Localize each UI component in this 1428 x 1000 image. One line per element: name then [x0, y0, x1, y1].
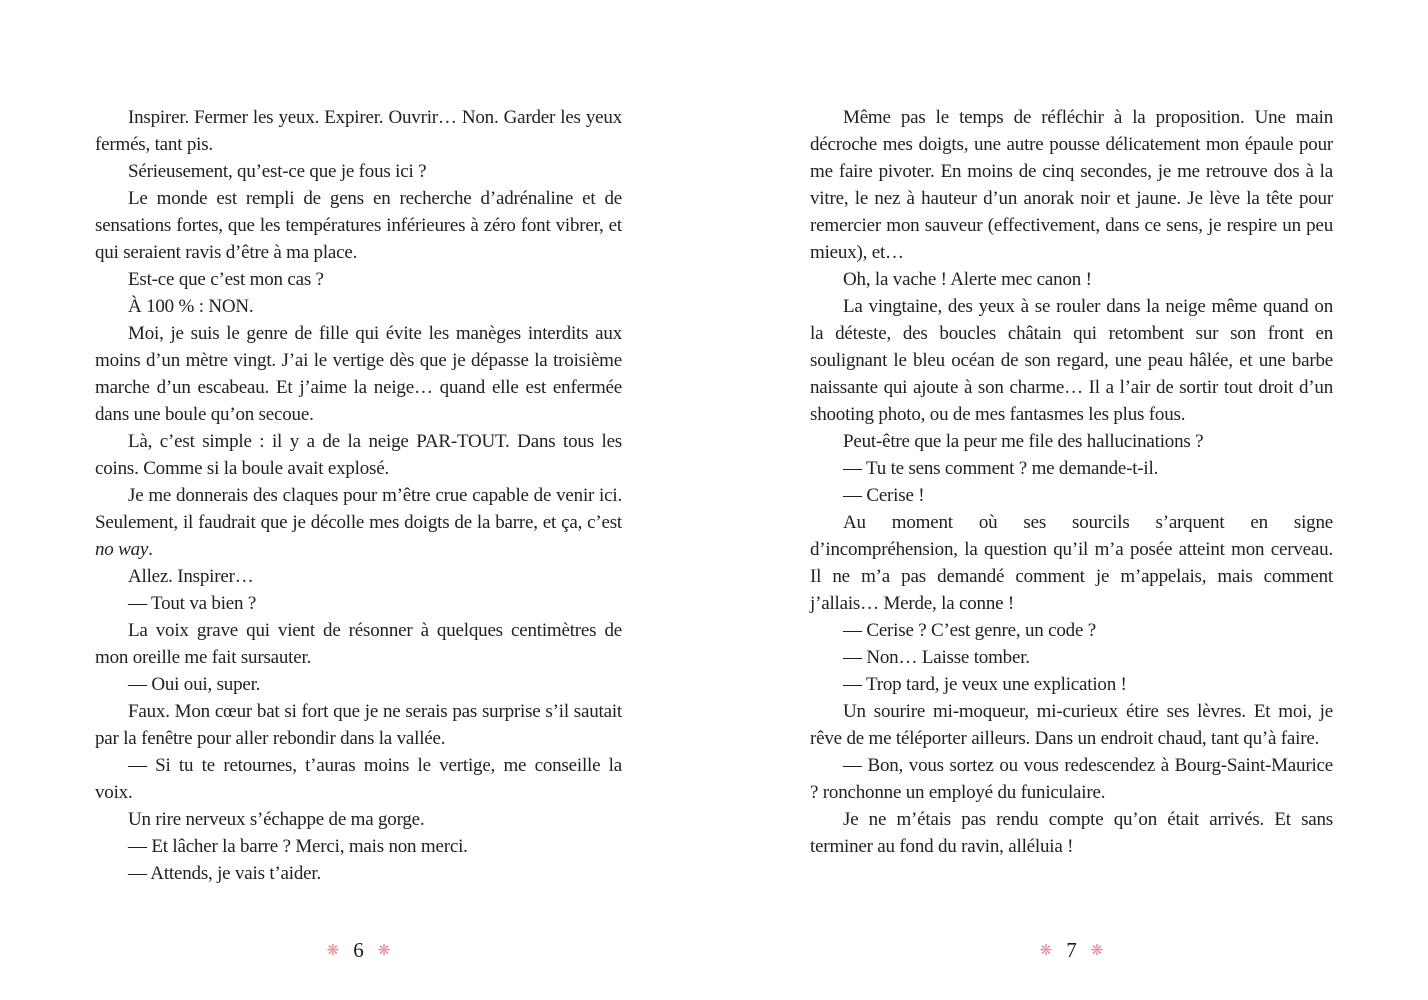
paragraph: Un rire nerveux s’échappe de ma gorge.	[128, 809, 425, 830]
paragraph: — Cerise !	[843, 485, 925, 506]
paragraph: Faux. Mon cœur bat si fort que je ne serais pas surprise s’il sautait par la fenêtre pour aller rebondir dans la vallée.	[95, 701, 622, 749]
paragraph: — Attends, je vais t’aider.	[128, 863, 322, 884]
paragraph: La vingtaine, des yeux à se rouler dans la neige même quand on la déteste, des boucles châtain qui retombent sur son front en soulignant le bleu océan de son regard, une peau hâlée, et une barbe naissante qui ajoute à son charme… Il a l’air de sortir tout droit d’un shooting photo, ou de mes fantasmes les plus fous.	[810, 296, 1333, 425]
paragraph: Allez. Inspirer…	[128, 566, 254, 587]
paragraph: Là, c’est simple : il y a de la neige PAR-TOUT. Dans tous les coins. Comme si la boule avait explosé.	[95, 431, 622, 479]
paragraph: Peut-être que la peur me file des hallucinations ?	[843, 431, 1204, 452]
paragraph: — Non… Laisse tomber.	[843, 647, 1030, 668]
right-page-text	[810, 104, 1333, 860]
paragraph: Au moment où ses sourcils s’arquent en signe d’incompréhension, la question qu’il m’a posée atteint mon cerveau. Il ne m’a pas demandé comment je m’appelais, mais comment j’allais… Merde, la conne !	[810, 512, 1333, 614]
paragraph: Moi, je suis le genre de fille qui évite les manèges interdits aux moins d’un mètre vingt. J’ai le vertige dès que je dépasse la troisième marche d’un escabeau. Et j’aime la neige… quand elle est enfermée dans une boule qu’on secoue.	[95, 323, 622, 425]
paragraph: — Bon, vous sortez ou vous redescendez à Bourg-Saint-Maurice ? ronchonne un employé du funiculaire.	[810, 755, 1333, 803]
page-number: 6	[353, 937, 364, 962]
paragraph: Sérieusement, qu’est-ce que je fous ici ?	[128, 161, 427, 182]
snowflake-ornament-icon: ❋	[377, 940, 391, 959]
paragraph: Je ne m’étais pas rendu compte qu’on était arrivés. Et sans terminer au fond du ravin, alléluia !	[810, 809, 1333, 857]
snowflake-ornament-icon: ❋	[326, 940, 340, 959]
paragraph: — Trop tard, je veux une explication !	[843, 674, 1127, 695]
paragraph: À 100 % : NON.	[128, 296, 254, 317]
snowflake-ornament-icon: ❋	[1090, 940, 1104, 959]
paragraph: — Et lâcher la barre ? Merci, mais non merci.	[128, 836, 468, 857]
paragraph: — Si tu te retournes, t’auras moins le vertige, me conseille la voix.	[95, 755, 622, 803]
paragraph: Oh, la vache ! Alerte mec canon !	[843, 269, 1092, 290]
paragraph: — Oui oui, super.	[128, 674, 261, 695]
paragraph: Un sourire mi-moqueur, mi-curieux étire ses lèvres. Et moi, je rêve de me téléporter ailleurs. Dans un endroit chaud, tant qu’à faire.	[810, 701, 1333, 749]
paragraph: Le monde est rempli de gens en recherche d’adrénaline et de sensations fortes, que les températures inférieures à zéro font vibrer, et qui seraient ravis d’être à ma place.	[95, 188, 622, 263]
paragraph: Je me donnerais des claques pour m’être crue capable de venir ici. Seulement, il faudrait que je décolle mes doigts de la barre, et ça, c’est no way.	[95, 485, 622, 560]
paragraph: — Tout va bien ?	[128, 593, 257, 614]
page-number: 7	[1066, 937, 1077, 962]
paragraph: Même pas le temps de réfléchir à la proposition. Une main décroche mes doigts, une autre pousse délicatement mon épaule pour me faire pivoter. En moins de cinq secondes, je me retrouve dos à la vitre, le nez à hauteur d’un anorak noir et jaune. Je lève la tête pour remercier mon sauveur (effectivement, dans ce sens, je respire un peu mieux), et…	[810, 107, 1333, 263]
snowflake-ornament-icon: ❋	[1039, 940, 1053, 959]
paragraph: — Tu te sens comment ? me demande-t-il.	[843, 458, 1159, 479]
paragraph: Inspirer. Fermer les yeux. Expirer. Ouvrir… Non. Garder les yeux fermés, tant pis.	[95, 107, 622, 155]
left-page-folio	[95, 934, 622, 966]
left-page-text	[95, 104, 622, 887]
right-page-folio	[810, 934, 1333, 966]
paragraph: La voix grave qui vient de résonner à quelques centimètres de mon oreille me fait sursauter.	[95, 620, 622, 668]
paragraph: — Cerise ? C’est genre, un code ?	[843, 620, 1096, 641]
paragraph: Est-ce que c’est mon cas ?	[128, 269, 324, 290]
